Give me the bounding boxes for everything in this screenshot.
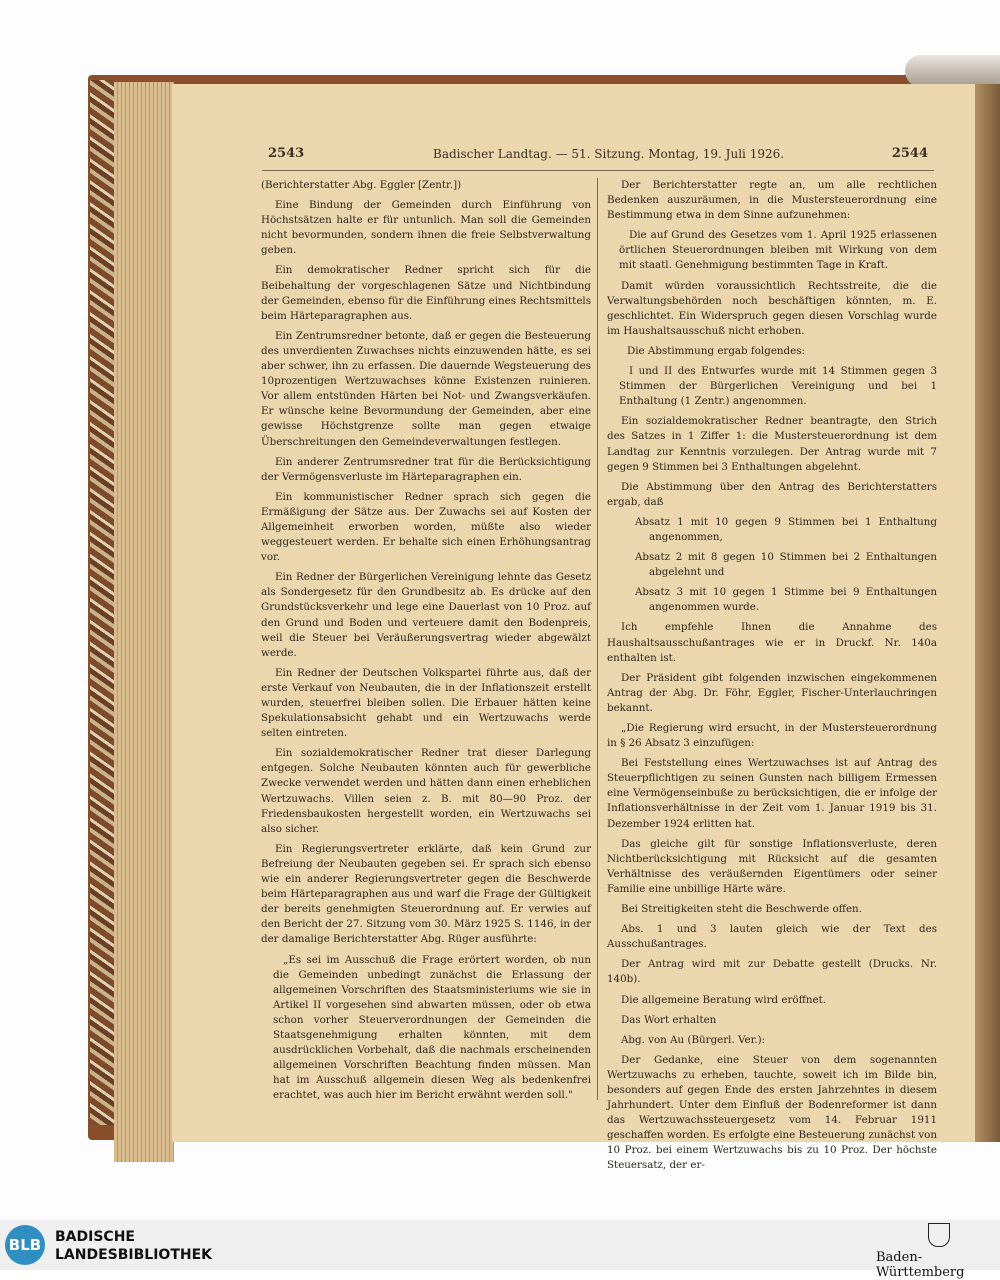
coat-of-arms-icon [928,1223,950,1247]
page-edges [114,82,174,1162]
page-gutter [975,84,1000,1142]
column-divider [597,178,598,1100]
paragraph: Der Antrag wird mit zur Debatte gestellt (Drucks. Nr. 140b). [607,958,937,986]
library-line-1: BADISCHE [55,1229,135,1245]
paragraph: Abs. 1 und 3 lauten gleich wie der Text des Ausschußantrages. [607,923,937,951]
paragraph: Der Präsident gibt folgenden inzwischen eingekommenen Antrag der Abg. Dr. Föhr, Eggler, Fischer-Unterlauchringen bekannt. [607,671,937,714]
paragraph: Ein Redner der Bürgerlichen Vereinigung lehnte das Gesetz als Sondergesetz für den Grundbesitz ab. Es drücke auf den Grundstücksverkehr und lege eine Dauerlast von 10 Proz. auf den Grund und Boden und verteuere damit den Bodenpreis, weil die Steuer bei Veräußerungsvertrag wieder abgewälzt werde. [261,571,591,659]
paragraph: Ein Redner der Deutschen Volkspartei führte aus, daß der erste Verkauf von Neubauten, die in der Inflationszeit erstellt wurden, steuerfrei bleiben sollen. Die Erbauer hätten keine Spekulationsabsicht gehabt und ein Wertzuwachs werde selten eintreten. [261,666,591,740]
vote-line: Absatz 3 mit 10 gegen 1 Stimme bei 9 Enthaltungen angenommen wurde. [635,586,937,614]
paragraph: Bei Streitigkeiten steht die Beschwerde offen. [621,903,862,916]
paragraph: Das gleiche gilt für sonstige Inflationsverluste, deren Nichtberücksichtigung mit Rücksicht auf die gesamten Verhältnisse des veräußernden Eigentümers oder seiner Familie eine unbillige Härte wäre. [607,837,937,895]
left-column [261,178,591,1108]
paragraph: Eine Bindung der Gemeinden durch Einführung von Höchstsätzen halte er für untunlich. Man soll die Gemeinden nicht bevormunden, sondern ihnen die freie Selbstverwaltung geben. [261,199,591,257]
paragraph: Die Abstimmung ergab folgendes: [627,344,805,357]
paragraph: Ein anderer Zentrumsredner trat für die Berücksichtigung der Vermögensverluste im Härteparagraphen ein. [261,455,591,483]
state-name: Baden-Württemberg [876,1250,965,1280]
quoted-paragraph: I und II des Entwurfes wurde mit 14 Stimmen gegen 3 Stimmen der Bürgerlichen Vereinigung und bei 1 Enthaltung (1 Zentr.) angenommen. [619,365,937,408]
library-line-2: LANDESBIBLIOTHEK [55,1247,213,1263]
paragraph: Das Wort erhalten [621,1013,717,1026]
paragraph: Ein demokratischer Redner spricht sich für die Beibehaltung der vorgeschlagenen Sätze und Nichtbindung der Gemeinden, ebenso für die Einführung eines Rechtsmittels beim Härteparagraphen aus. [261,264,591,322]
paragraph: Der Gedanke, eine Steuer von dem sogenannten Wertzuwachs zu erheben, tauchte, soweit ich im Bilde bin, besonders auf gegen Ende des ersten Jahrzehntes in diesem Jahrhundert. Unter dem Einfluß der Bodenreformer ist dann das Wertzuwachssteuergesetz vom 14. Februar 1911 geschaffen worden. Es erfolgte eine Besteuerung zunächst von 10 Proz. bei einem Wertzuwachs bis zu 10 Proz. Der höchste Steuersatz, der er- [607,1053,938,1172]
vote-line: Absatz 1 mit 10 gegen 9 Stimmen bei 1 Enthaltung angenommen, [635,515,937,543]
quoted-paragraph: „Es sei im Ausschuß die Frage erörtert worden, ob nun die Gemeinden unbedingt zunächst die Erlassung der allgemeinen Vorschriften des Staatsministeriums wie sie in Artikel II vorgesehen sind abwarten müssen, oder ob etwa schon vorher Steuerverordnungen der Gemeinden die Staatsgenehmigung erhalten könnten, mit dem ausdrücklichen Vorbehalt, daß die nachmals erscheinenden allgemeinen Vorschriften Beachtung finden müssen. Man hat im Ausschuß allgemein diesen Weg als bedenkenfrei erachtet, was auch hier im Bericht erwähnt werden soll." [273,953,591,1102]
paragraph: Damit würden voraussichtlich Rechtsstreite, die die Verwaltungsbehörden noch beschäftigen könnten, m. E. geschlichtet. Ein Widerspruch gegen diesen Vorschlag wurde im Haushaltsausschuß nicht erhoben. [607,279,937,337]
library-name[interactable] [55,1228,212,1264]
paragraph: Die allgemeine Beratung wird eröffnet. [621,993,827,1006]
speaker-line: Abg. von Au (Bürgerl. Ver.): [621,1033,766,1046]
paragraph: Bei Feststellung eines Wertzuwachses ist auf Antrag des Steuerpflichtigen zu seinen Gunsten nach billigem Ermessen eine Vermögenseinbuße zu berücksichtigen, die er infolge der Inflationsverhältnisse in der Zeit vom 1. Januar 1919 bis 31. Dezember 1924 erlitten hat. [607,757,937,830]
running-title: Badischer Landtag. — 51. Sitzung. Montag, 19. Juli 1926. [433,147,785,161]
paragraph: Ein Zentrumsredner betonte, daß er gegen die Besteuerung des unverdienten Zuwachses nichts einzuwenden hätte, es sei aber schwer, ihn zu erfassen. Die dauernde Wegsteuerung des 10prozentigen Wertzuwachses könne Existenzen ruinieren. Vor allem entstünden Härten bei Not- und Zwangsverkäufen. Er wünsche keine Bevormundung der Gemeinden, aber eine gewisse Höchstgrenze sollte man gegen etwaige Überschreitungen den Gemeindeverwaltungen festlegen. [261,329,591,448]
paragraph: Der Berichterstatter regte an, um alle rechtlichen Bedenken auszuräumen, in die Mustersteuerordnung eine Bestimmung etwa in dem Sinne aufzunehmen: [607,179,937,222]
right-column [607,178,937,1179]
paragraph: Ein sozialdemokratischer Redner beantragte, den Strich des Satzes in 1 Ziffer 1: die Mustersteuerordnung ist dem Landtag zur Kenntnis vorzulegen. Der Antrag wurde mit 7 gegen 9 Stimmen bei 3 Enthaltungen abgelehnt. [607,415,937,473]
paragraph: Die Abstimmung über den Antrag des Berichterstatters ergab, daß [607,480,937,508]
header-rule [262,170,934,171]
paragraph: (Berichterstatter Abg. Eggler [Zentr.]) [261,179,462,191]
quoted-paragraph: Die auf Grund des Gesetzes vom 1. April 1925 erlassenen örtlichen Steuerordnungen bleiben mit Wirkung von dem mit staatl. Genehmigung bestimmten Tage in Kraft. [619,229,937,272]
paragraph: Ein sozialdemokratischer Redner trat dieser Darlegung entgegen. Solche Neubauten könnten auch für gewerbliche Zwecke verwendet werden und hätten dann einen erheblichen Wertzuwachs. Villen seien z. B. mit 80—90 Proz. der Friedensbaukosten hergestellt worden, ein Wertzuwachs sei also sicher. [261,747,591,835]
blb-logo[interactable]: BLB [5,1225,45,1265]
paragraph: Ich empfehle Ihnen die Annahme des Haushaltsausschußantrages wie er in Druckf. Nr. 140a enthalten ist. [607,621,937,664]
vote-line: Absatz 2 mit 8 gegen 10 Stimmen bei 2 Enthaltungen abgelehnt und [635,551,937,579]
marbled-edge [90,80,114,1125]
page-number-left: 2543 [268,146,305,161]
paragraph: „Die Regierung wird ersucht, in der Mustersteuerordnung in § 26 Absatz 3 einzufügen: [607,722,937,750]
ribbon-bookmark [905,55,1000,87]
paragraph: Ein kommunistischer Redner sprach sich gegen die Ermäßigung der Sätze aus. Der Zuwachs sei auf Kosten der Allgemeinheit erworben worden, müßte also wieder weggesteuert werden. Er behalte sich einen Erhöhungsantrag vor. [261,490,591,564]
running-header [268,146,928,166]
page-number-right: 2544 [891,146,928,161]
paragraph: Ein Regierungsvertreter erklärte, daß kein Grund zur Befreiung der Neubauten gegeben sei. Er sprach sich ebenso wie ein anderer Regierungsvertreter gegen die Beschwerde beim Härteparagraphen aus und warf die Frage der Gültigkeit der bereits genehmigten Steuerordnung auf. Er verwies auf den Bericht der 27. Sitzung vom 30. März 1925 S. 1146, in der der damalige Berichterstatter Abg. Rüger ausführte: [261,842,591,946]
